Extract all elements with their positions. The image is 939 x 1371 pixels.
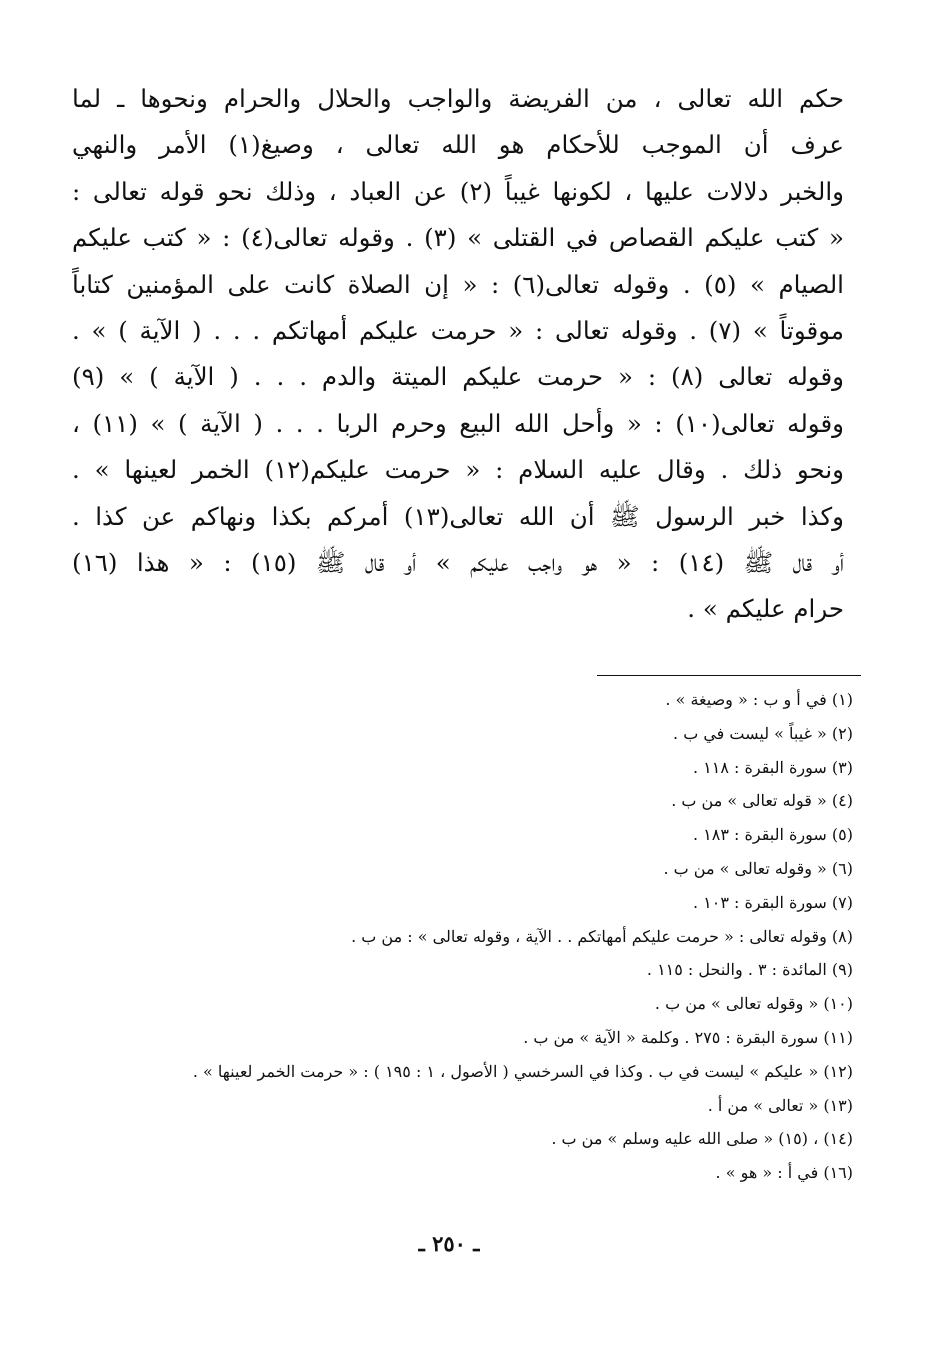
footnote: (١١) سورة البقرة : ٢٧٥ . وكلمة « الآية » من ب . [523,1027,853,1047]
main-text [72,76,844,633]
footnote: (١٦) في أ : « هو » . [715,1163,853,1183]
footnote: (١٣) « تعالى » من أ . [707,1095,853,1115]
text-line: الصيام » (٥) . وقوله تعالى(٦) : « إن الصلاة كانت على المؤمنين كتاباً [72,269,844,299]
text-line: وقوله تعالى (٨) : « حرمت عليكم الميتة والدم . . . ( الآية ) » (٩) [72,362,844,392]
footnote: (٣) سورة البقرة : ١١٨ . [692,757,853,777]
text-line: حرام عليكم » . [687,594,844,624]
footnote: (٧) سورة البقرة : ١٠٣ . [692,892,853,912]
footnotes [60,683,853,1190]
footnote: (١٤) ، (١٥) « صلى الله عليه وسلم » من ب . [551,1129,853,1149]
footnote: (١٠) « وقوله تعالى » من ب . [654,994,853,1014]
text-line: أو قال ﷺ (١٤) : « هو واجب عليكم » أو قال ﷺ (١٥) : « هذا (١٦) [72,547,844,577]
text-line: والخبر دلالات عليها ، لكونها غيباً (٢) عن العباد ، وذلك نحو قوله تعالى : [72,176,844,206]
text-line: « كتب عليكم القصاص في القتلى » (٣) . وقوله تعالى(٤) : « كتب عليكم [72,223,844,253]
footnote: (٢) « غيباً » ليست في ب . [673,723,853,743]
text-line: حكم الله تعالى ، من الفريضة والواجب والحلال والحرام ونحوها ـ لما [72,84,844,113]
text-line: موقوتاً » (٧) . وقوله تعالى : « حرمت عليكم أمهاتكم . . . ( الآية ) » . [72,315,844,345]
text-line: عرف أن الموجب للأحكام هو الله تعالى ، وصيغ(١) الأمر والنهي [72,130,844,160]
footnote: (٦) « وقوله تعالى » من ب . [663,858,853,878]
footnote: (١) في أ و ب : « وصيغة » . [665,690,853,709]
footnote: (٨) وقوله تعالى : « حرمت عليكم أمهاتكم . . الآية ، وقوله تعالى » : من ب . [351,926,853,946]
footnote: (٥) سورة البقرة : ١٨٣ . [692,825,853,845]
text-line: وقوله تعالى(١٠) : « وأحل الله البيع وحرم الربا . . . ( الآية ) » (١١) ، [72,408,844,438]
text-line: ونحو ذلك . وقال عليه السلام : « حرمت عليكم(١٢) الخمر لعينها » . [72,455,844,485]
text-line: وكذا خبر الرسول ﷺ أن الله تعالى(١٣) أمركم بكذا ونهاكم عن كذا . [72,501,844,531]
page-number: ـ ٢٥٠ ـ [418,1231,480,1256]
footnote: (٤) « قوله تعالى » من ب . [671,791,853,811]
footnote: (٩) المائدة : ٣ . والنحل : ١١٥ . [646,960,853,980]
footnote-divider [597,675,861,676]
footnote: (١٢) « عليكم » ليست في ب . وكذا في السرخسي ( الأصول ، ١ : ١٩٥ ) : « حرمت الخمر لعينها » . [192,1061,853,1081]
